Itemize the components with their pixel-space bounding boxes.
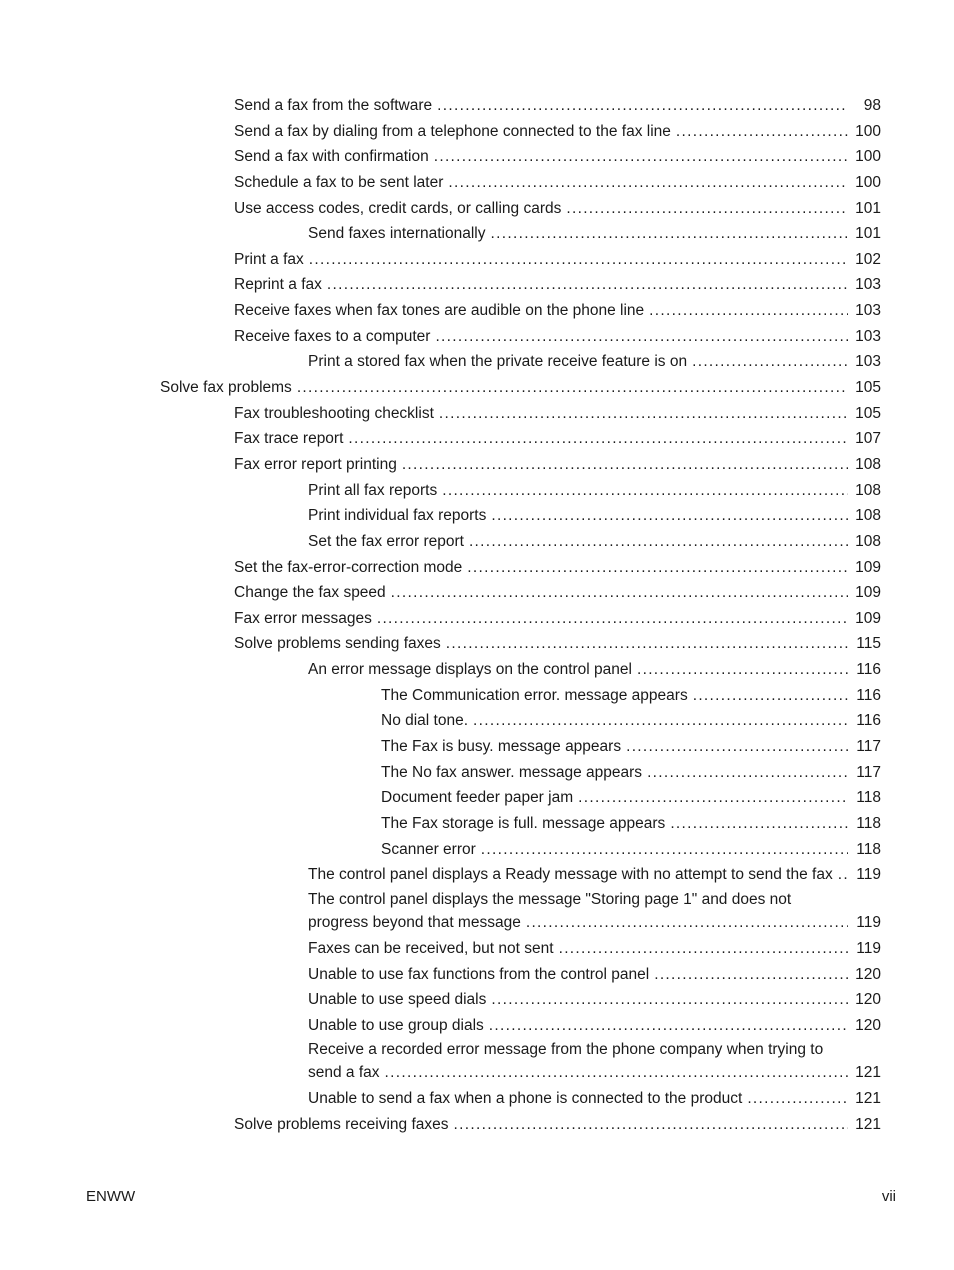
toc-entry-title: The Fax storage is full. message appears <box>381 814 666 832</box>
toc-entry-title: Unable to send a fax when a phone is connected to the product <box>308 1090 743 1108</box>
toc-entry-page: 98 <box>863 97 881 114</box>
toc-entry[interactable] <box>0 734 954 760</box>
toc-entry-page: 117 <box>856 738 881 756</box>
toc-entry-title: Faxes can be received, but not sent <box>308 939 554 957</box>
toc-entry-title: Receive faxes when fax tones are audible on the phone line <box>234 302 645 320</box>
toc-entry[interactable] <box>0 888 954 936</box>
table-of-contents <box>0 93 954 1138</box>
toc-entry[interactable] <box>0 683 954 709</box>
toc-entry-title: Fax error report printing <box>234 455 397 473</box>
toc-entry-page: 118 <box>856 840 881 858</box>
toc-entry-title: Schedule a fax to be sent later <box>234 173 444 191</box>
toc-entry-title: Solve problems receiving faxes <box>234 1116 449 1134</box>
toc-entry-page: 103 <box>855 302 881 320</box>
toc-entry-title: Set the fax error report <box>308 532 464 550</box>
toc-entry[interactable] <box>0 1013 954 1039</box>
footer-left-label: ENWW <box>86 1188 136 1205</box>
toc-entry-title: Fax troubleshooting checklist <box>234 404 434 422</box>
toc-section[interactable] <box>0 375 954 401</box>
toc-entry-title-continued: progress beyond that message <box>308 913 521 931</box>
toc-entry-page: 117 <box>856 763 881 781</box>
toc-entry[interactable] <box>0 657 954 683</box>
toc-entry-page: 116 <box>856 712 881 730</box>
toc-entry[interactable] <box>0 478 954 504</box>
toc-entry-title: Send faxes internationally <box>308 225 486 243</box>
toc-entry-page: 121 <box>855 1116 881 1134</box>
toc-entry-page: 118 <box>856 814 881 832</box>
toc-entry-title: The Fax is busy. message appears <box>381 738 622 756</box>
toc-entry-title: Use access codes, credit cards, or calling cards <box>234 199 562 217</box>
toc-entry-page: 103 <box>855 353 881 371</box>
toc-entry-page: 119 <box>856 913 881 931</box>
toc-entry-title: Print individual fax reports <box>308 507 487 525</box>
toc-entry-page: 100 <box>855 122 881 140</box>
toc-entry-title: Send a fax from the software <box>234 97 433 114</box>
toc-entry-title: Send a fax with confirmation <box>234 148 429 166</box>
toc-entry[interactable] <box>0 962 954 988</box>
toc-entry[interactable] <box>0 247 954 273</box>
toc-entry-page: 116 <box>856 686 881 704</box>
toc-entry[interactable] <box>0 503 954 529</box>
toc-entry-title-continued: send a fax <box>308 1064 380 1082</box>
footer-page-number: vii <box>881 1188 896 1205</box>
toc-entry-page: 121 <box>855 1064 881 1082</box>
toc-entry[interactable] <box>0 936 954 962</box>
toc-entry-title: Print a fax <box>234 250 304 268</box>
toc-entry[interactable] <box>0 811 954 837</box>
toc-entry-page: 108 <box>855 507 881 525</box>
toc-entry-title: Send a fax by dialing from a telephone connected to the fax line <box>234 122 671 140</box>
toc-entry-page: 108 <box>855 532 881 550</box>
toc-entry[interactable] <box>0 987 954 1013</box>
toc-entry-page: 100 <box>855 173 881 191</box>
toc-entry-title: Document feeder paper jam <box>381 789 574 807</box>
toc-entry-page: 119 <box>856 939 881 957</box>
toc-entry-page: 105 <box>855 404 881 422</box>
toc-entry-title: Receive a recorded error message from the phone company when trying to <box>308 1041 824 1059</box>
toc-entry[interactable] <box>0 221 954 247</box>
toc-entry-page: 107 <box>855 430 881 448</box>
toc-entry[interactable] <box>0 93 954 119</box>
toc-entry-page: 118 <box>856 789 881 807</box>
toc-entry-page: 119 <box>856 866 881 884</box>
toc-entry[interactable] <box>0 606 954 632</box>
toc-entry-page: 108 <box>855 455 881 473</box>
toc-entry-page: 109 <box>855 584 881 602</box>
toc-entry-title: Scanner error <box>381 840 476 858</box>
toc-entry-page: 116 <box>856 661 881 679</box>
toc-entry-page: 108 <box>855 481 881 499</box>
toc-entry-title: The No fax answer. message appears <box>381 763 643 781</box>
toc-entry[interactable] <box>0 785 954 811</box>
toc-entry[interactable] <box>0 708 954 734</box>
toc-entry-page: 101 <box>855 199 881 217</box>
toc-entry-title: Unable to use fax functions from the control panel <box>308 965 650 983</box>
toc-entry-page: 109 <box>855 558 881 576</box>
toc-entry[interactable] <box>0 426 954 452</box>
toc-entry-title: The Communication error. message appears <box>381 686 688 704</box>
toc-entry-page: 102 <box>855 250 881 268</box>
toc-entry[interactable] <box>0 760 954 786</box>
toc-entry[interactable] <box>0 1086 954 1112</box>
toc-entry-title: Unable to use group dials <box>308 1016 484 1034</box>
toc-entry-page: 103 <box>855 327 881 345</box>
toc-entry[interactable] <box>0 196 954 222</box>
toc-entry-title: The control panel displays a Ready message with no attempt to send the fax <box>308 866 833 884</box>
toc-entry-title: The control panel displays the message "Storing page 1" and does not <box>308 890 792 908</box>
toc-entry-title: No dial tone. <box>381 712 469 730</box>
toc-entry-page: 115 <box>856 635 881 653</box>
toc-entry-page: 105 <box>855 379 881 397</box>
toc-entry-title: Reprint a fax <box>234 276 322 294</box>
toc-entry-page: 121 <box>855 1090 881 1108</box>
toc-entry[interactable] <box>0 298 954 324</box>
toc-entry-title: Change the fax speed <box>234 584 386 602</box>
toc-entry-title: Solve problems sending faxes <box>234 635 441 653</box>
toc-entry-page: 101 <box>855 225 881 243</box>
toc-entry-page: 100 <box>855 148 881 166</box>
toc-entry[interactable] <box>0 324 954 350</box>
toc-entry[interactable] <box>0 529 954 555</box>
toc-entry[interactable] <box>0 401 954 427</box>
toc-entry[interactable] <box>0 631 954 657</box>
toc-entry-title: Unable to use speed dials <box>308 991 487 1009</box>
toc-entry[interactable] <box>0 1112 954 1138</box>
toc-entry-title: Set the fax-error-correction mode <box>234 558 463 576</box>
toc-entry[interactable] <box>0 837 954 863</box>
toc-entry-title: Print a stored fax when the private receive feature is on <box>308 353 688 371</box>
toc-entry-title: Receive faxes to a computer <box>234 327 431 345</box>
toc-entry[interactable] <box>0 580 954 606</box>
toc-entry[interactable] <box>0 272 954 298</box>
toc-entry-page: 120 <box>855 965 881 983</box>
toc-entry[interactable] <box>0 144 954 170</box>
toc-entry[interactable] <box>0 349 954 375</box>
toc-entry-page: 103 <box>855 276 881 294</box>
toc-entry[interactable] <box>0 1038 954 1086</box>
toc-entry[interactable] <box>0 555 954 581</box>
toc-entry[interactable] <box>0 862 954 888</box>
toc-entry-title: Print all fax reports <box>308 481 438 499</box>
toc-entry-title: Solve fax problems <box>160 379 292 397</box>
toc-entry[interactable] <box>0 119 954 145</box>
toc-entry-page: 120 <box>855 991 881 1009</box>
toc-entry-title: Fax error messages <box>234 609 372 627</box>
toc-entry-page: 109 <box>855 609 881 627</box>
toc-entry-page: 120 <box>855 1016 881 1034</box>
toc-entry-title: Fax trace report <box>234 430 344 448</box>
toc-entry[interactable] <box>0 452 954 478</box>
toc-entry[interactable] <box>0 170 954 196</box>
toc-entry-title: An error message displays on the control panel <box>308 661 632 679</box>
